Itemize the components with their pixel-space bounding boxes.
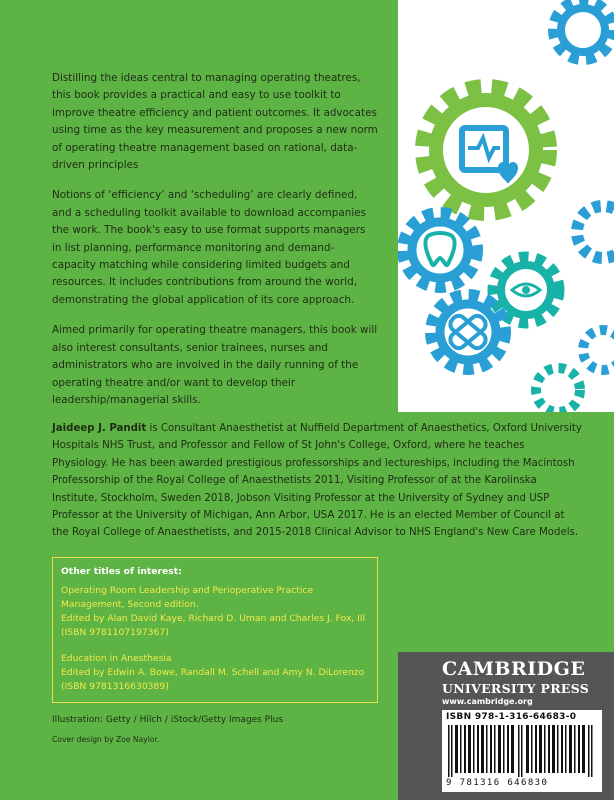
other-titles-heading: Other titles of interest: bbox=[61, 566, 182, 577]
publisher-name: CAMBRIDGE bbox=[442, 658, 586, 680]
publisher-url: www.cambridge.org bbox=[442, 697, 533, 706]
tooth-icon bbox=[404, 214, 476, 286]
blurb-paragraph-2: Notions of ‘efficiency’ and ‘scheduling’ are clearly defined, and a scheduling toolkit available to download accompanies the work. The book's easy to use format supports managers in list planning, performance monitoring and demand-capacity matching while considering limited budgets and resources. It includes contributions from around the world, demonstrating the global application of its core approach. bbox=[52, 189, 367, 306]
illustration-credit: Illustration: Getty / Hilch / iStock/Getty Images Plus bbox=[52, 715, 284, 725]
cover-design-credit: Cover design by Zoe Naylor. bbox=[52, 735, 160, 744]
other-titles-box bbox=[52, 557, 378, 703]
author-bio bbox=[52, 420, 582, 542]
book1-editors: Edited by Alan David Kaye, Richard D. Uman and Charles J. Fox, III bbox=[61, 613, 366, 624]
barcode bbox=[442, 710, 602, 792]
book2-isbn: (ISBN 9781316630389) bbox=[61, 681, 169, 692]
blurb bbox=[52, 70, 378, 422]
blurb-paragraph-3: Aimed primarily for operating theatre managers, this book will also interest consultants, senior trainees, nurses and administrators who are involved in the daily running of the operating theatre and/or want to develop their leadership/managerial skills. bbox=[52, 324, 378, 406]
gears-illustration bbox=[398, 0, 614, 412]
barcode-number: 9 781316 646830 bbox=[446, 778, 549, 788]
blurb-paragraph-1: Distilling the ideas central to managing operating theatres, this book provides a practical and easy to use toolkit to improve theatre efficiency and patient outcomes. It advocates using time as the key measurement and proposes a new norm of operating theatre management based on rational, data-driven principles bbox=[52, 72, 378, 172]
monitor-heart-icon bbox=[426, 90, 546, 210]
barcode-bars bbox=[446, 725, 598, 777]
author-name: Jaideep J. Pandit bbox=[52, 423, 147, 434]
isbn-label: ISBN 978-1-316-64683-0 bbox=[446, 712, 577, 722]
publisher-press: UNIVERSITY PRESS bbox=[442, 681, 590, 696]
book1-isbn: (ISBN 9781107197367) bbox=[61, 627, 169, 638]
author-bio-text: is Consultant Anaesthetist at Nuffield Department of Anaesthetics, Oxford University Hospitals NHS Trust, and Professor and Fellow of St John's College, Oxford, where he teaches Physiology. He has been awarded prestigious professorships and lectureships, including the Macintosh Professorship of the Royal College of Anaesthetists 2011, Visiting Professor of at the Karolinska Institute, Stockholm, Sweden 2018, Jobson Visiting Professor at the University of Sydney and USP Professor at the University of Michigan, Ann Arbor, USA 2017. He is an elected Member of Council at the Royal College of Anaesthetists, and 2015-2018 Clinical Advisor to NHS England's New Care Models. bbox=[52, 423, 582, 539]
book1-title: Operating Room Leadership and Perioperative Practice Management, Second edition. bbox=[61, 585, 314, 610]
book2-title: Education in Anesthesia bbox=[61, 653, 172, 664]
book2-editors: Edited by Edwin A. Bowe, Randall M. Schell and Amy N. DiLorenzo bbox=[61, 667, 365, 678]
publisher-block bbox=[398, 652, 614, 800]
